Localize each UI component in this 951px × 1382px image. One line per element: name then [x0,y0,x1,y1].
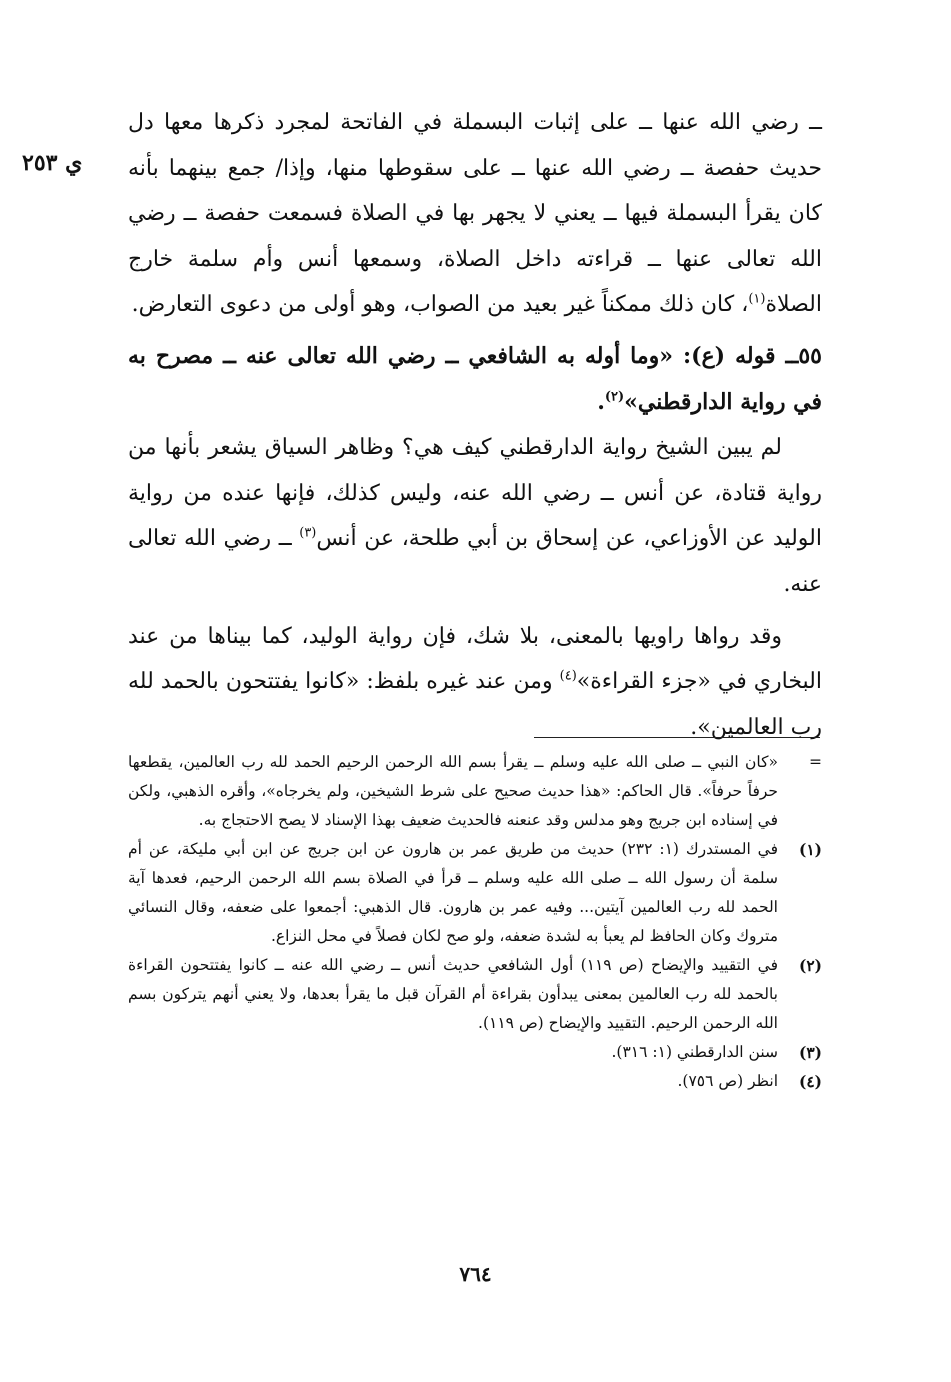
footnote-marker: (٣) [798,1043,822,1062]
footnote-1 [128,835,822,951]
footnote-marker: = [809,753,822,771]
paragraph-2-quote [128,334,822,425]
footnotes [128,748,822,1096]
footnote-marker: (٢) [798,956,822,975]
footnote-text: في التقييد والإيضاح (ص ١١٩) أول الشافعي حديث أنس ــ رضي الله عنه ــ كانوا يفتتحون القراءة بالحمد لله رب العالمين بمعنى يبدأون بقراءة أم القرآن قبل ما يقرأ بعدها، ولا يعني أنهم يتركون بسم الله الرحمن الرحيم. التقييد والإيضاح (ص ١١٩). [128,956,778,1032]
footnote-text: سنن الدارقطني (١: ٣١٦). [611,1043,778,1061]
footnote-2 [128,951,822,1038]
paragraph-4-tail: ومن عند غيره بلفظ: «كانوا يفتتحون بالحمد لله رب العالمين». [128,669,822,740]
footnote-text: «كان النبي ــ صلى الله عليه وسلم ــ يقرأ بسم الله الرحمن الرحيم الحمد لله رب العالمين، يقطعها حرفاً حرفاً». قال الحاكم: «هذا حديث صحيح على شرط الشيخين، ولم يخرجاه»، وأقره الذهبي، ولكن في إسناده ابن جريج وهو مدلس وقد عنعنه فالحديث ضعيف بهذا الإسناد لا يصح الاحتجاج به. [128,753,778,829]
footnote-separator [534,737,820,738]
footnote-ref-1: (١) [748,292,766,308]
paragraph-1-tail: ، كان ذلك ممكناً غير بعيد من الصواب، وهو أولى من دعوى التعارض. [131,292,749,318]
paragraph-1-text: ــ رضي الله عنها ــ على إثبات البسملة في الفاتحة لمجرد ذكرها معها دل حديث حفصة ــ رضي الله عنها ــ على سقوطها منها، وإذا/ جمع بينهما بأنه كان يقرأ البسملة فيها ــ يعني لا يجهر بها في الصلاة فسمعت حفصة ــ رضي الله تعالى عنها ــ قراءته داخل الصلاة، وسمعها أنس وأم سلمة خارج الصلاة [128,110,822,318]
footnote-ref-4: (٤) [559,668,577,684]
footnote-4 [128,1067,822,1096]
paragraph-3 [128,425,822,607]
footnote-marker: (١) [798,840,822,859]
footnote-ref-2: (٢) [604,389,625,405]
paragraph-2-text: ٥٥ــ قوله (ع): «وما أوله به الشافعي ــ رضي الله تعالى عنه ــ مصرح به في رواية الدارقطني» [128,342,822,415]
footnote-text: انظر (ص ٧٥٦). [677,1072,778,1090]
paragraph-4 [128,614,822,751]
paragraph-4-text: وقد رواها راويها بالمعنى، بلا شك، فإن رواية الوليد، كما بيناها من عند البخاري في «جزء القراءة» [128,623,823,695]
paragraph-3-text: لم يبين الشيخ رواية الدارقطني كيف هي؟ وظاهر السياق يشعر بأنها من رواية قتادة، عن أنس ــ رضي الله عنه، وليس كذلك، فإنها عنده من رواية الوليد عن الأوزاعي، عن إسحاق بن أبي طلحة، عن أنس [128,435,822,552]
margin-page-reference: ي ٢٥٣ [22,150,83,176]
main-text [128,100,822,750]
page-number: ٧٦٤ [459,1262,492,1286]
footnote-3 [128,1038,822,1067]
paragraph-2-tail: . [597,388,605,415]
footnote-continuation [128,748,822,835]
footnote-ref-3: (٣) [299,526,317,542]
paragraph-3-tail: ــ رضي الله تعالى عنه. [128,526,822,597]
footnote-marker: (٤) [798,1072,822,1091]
footnote-text: في المستدرك (١: ٢٣٢) حديث من طريق عمر بن هارون عن ابن جريج عن ابن أبي مليكة، عن أم سلمة أن رسول الله ــ صلى الله عليه وسلم ــ قرأ في الصلاة بسم الله الرحمن الرحيم، فعدها آية الحمد لله رب العالمين آيتين... وفيه عمر بن هارون. قال الذهبي: أجمعوا على ضعفه، وقال النسائي متروك وكان الحافظ لم يعبأ به لشدة ضعفه، ولو صح لكان فصلاً في محل النزاع. [128,840,779,945]
paragraph-1 [128,100,822,328]
